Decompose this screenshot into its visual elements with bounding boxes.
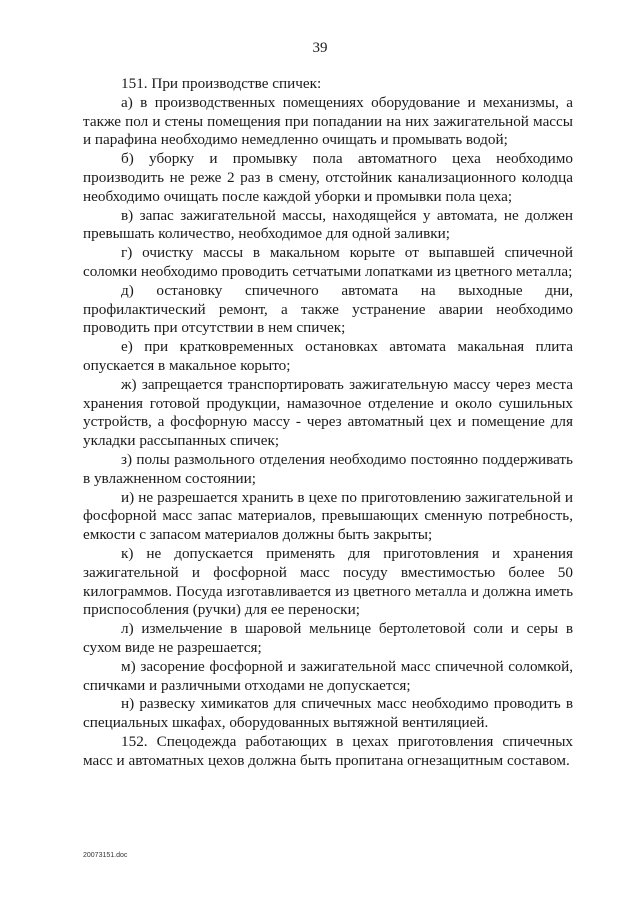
paragraph-152: 152. Спецодежда работающих в цехах приготовления спичечных масс и автоматных цехов должна быть пропитана огнезащитным составом. [83, 732, 573, 769]
item-v: в) запас зажигательной массы, находящейся у автомата, не должен превышать количество, необходимое для одной заливки; [83, 206, 573, 243]
item-zh: ж) запрещается транспортировать зажигательную массу через места хранения готовой продукции, намазочное отделение и около сушильных устройств, а фосфорную массу - через автоматный цех и помещение для укладки рассыпанных спичек; [83, 375, 573, 450]
item-k: к) не допускается применять для приготовления и хранения зажигательной и фосфорной масс посуду вместимостью более 50 килограммов. Посуда изготавливается из цветного металла и должна иметь приспособления (ручки) для ее переноски; [83, 544, 573, 619]
item-e: е) при кратковременных остановках автомата макальная плита опускается в макальное корыто; [83, 338, 573, 374]
item-b: б) уборку и промывку пола автоматного цеха необходимо производить не реже 2 раз в смену, отстойник канализационного колодца необходимо очищать после каждой уборки и промывки пола цеха; [83, 150, 573, 205]
page-number: 39 [312, 40, 328, 56]
paragraph-151: 151. При производстве спичек: [121, 75, 322, 92]
document-body [83, 75, 573, 770]
item-i: и) не разрешается хранить в цехе по приготовлению зажигательной и фосфорной масс запас материалов, превышающих сменную потребность, емкости с запасом материалов должны быть закрыты; [83, 488, 573, 544]
file-name-footer: 20073151.doc [83, 852, 128, 859]
item-z: з) полы размольного отделения необходимо постоянно поддерживать в увлажненном состоянии; [83, 450, 573, 487]
item-n: н) развеску химикатов для спичечных масс необходимо проводить в специальных шкафах, оборудованных вытяжной вентиляцией. [83, 695, 573, 732]
item-a: а) в производственных помещениях оборудование и механизмы, а также пол и стены помещения при попадании на них зажигательной массы и парафина необходимо немедленно очищать и промывать водой; [83, 93, 573, 149]
item-m: м) засорение фосфорной и зажигательной масс спичечной соломкой, спичками и различными отходами не допускается; [83, 657, 573, 694]
item-l: л) измельчение в шаровой мельнице бертолетовой соли и серы в сухом виде не разрешается; [83, 620, 573, 656]
item-g: г) очистку массы в макальном корыте от выпавшей спичечной соломки необходимо проводить сетчатыми лопатками из цветного металла; [83, 244, 573, 280]
item-d: д) остановку спичечного автомата на выходные дни, профилактический ремонт, а также устранение аварии необходимо проводить при отсутствии в нем спичек; [83, 281, 573, 337]
